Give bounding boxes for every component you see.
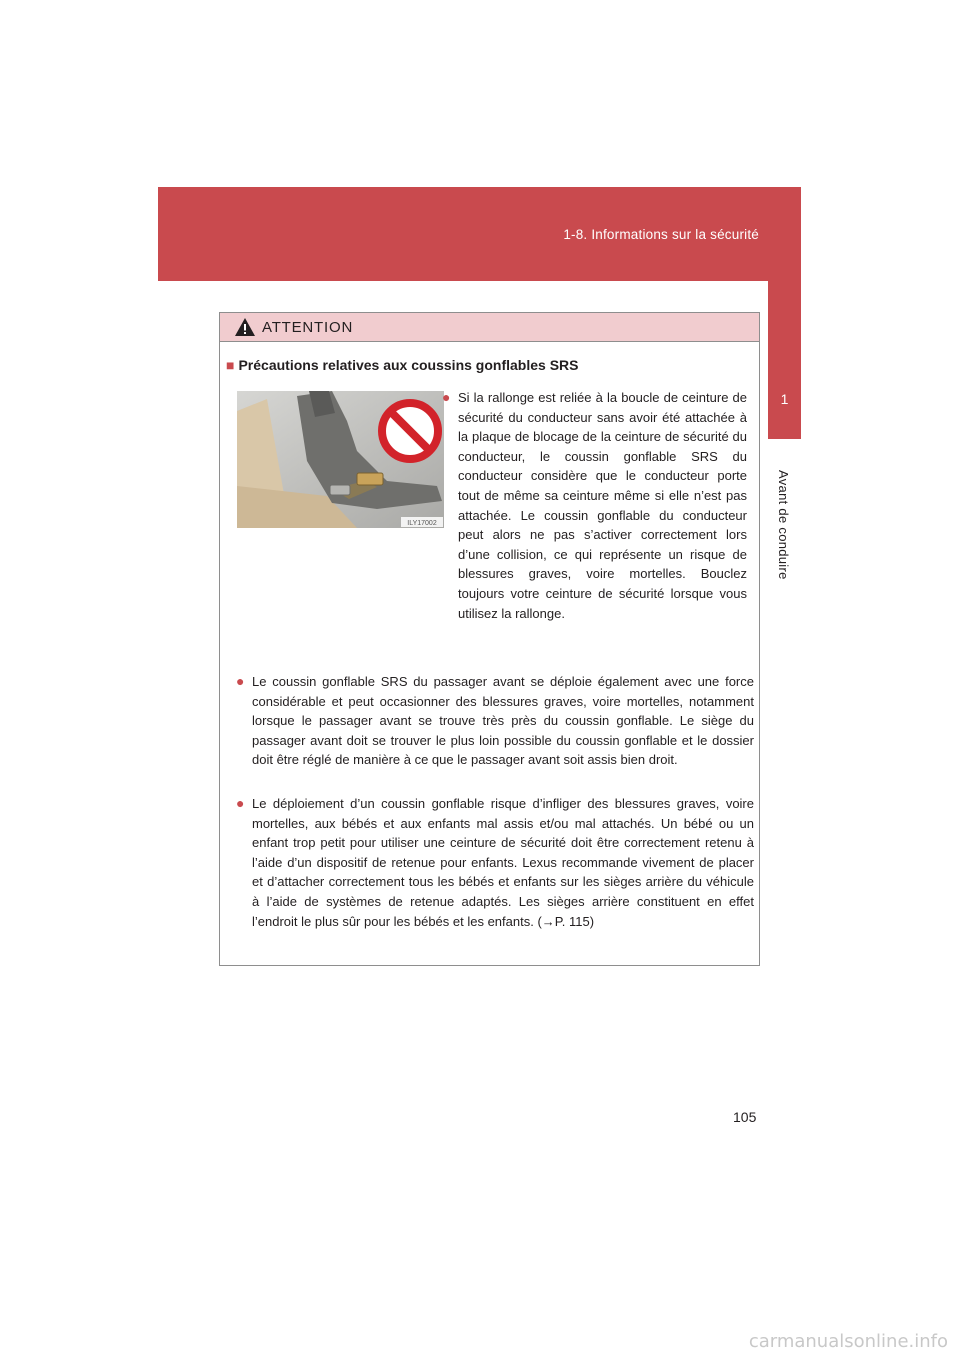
warning-header xyxy=(220,313,759,342)
header-band xyxy=(158,187,801,281)
chapter-tab xyxy=(768,281,801,439)
warning-title: ATTENTION xyxy=(262,318,354,336)
warning-triangle-icon xyxy=(234,317,256,337)
warning-box xyxy=(219,312,760,966)
seatbelt-extender-illustration xyxy=(237,391,444,528)
page-number: 105 xyxy=(733,1109,757,1125)
warning-subheading: ■ Précautions relatives aux coussins gonflables SRS xyxy=(226,357,579,373)
circle-bullet-icon: ● xyxy=(236,673,245,689)
chapter-number: 1 xyxy=(780,391,789,407)
square-bullet-icon: ■ xyxy=(226,357,235,373)
warning-paragraph-3: ● Le déploiement d’un coussin gonflable risque d’infliger des blessures graves, voire mortelles, aux bébés et aux enfants mal assis et/ou mal attachés. Un bébé ou un enfant trop petit pour utiliser une ceinture de sécurité doit être correctement retenu à l’aide d’un dispositif de retenue pour enfants. Lexus recommande vivement de placer et d’attacher correctement tous les bébés et enfants sur les sièges arrière du véhicule à l’aide de systèmes de retenue adaptés. Les sièges arrière constituent en effet l’endroit le plus sûr pour les bébés et les enfants. (→P. 115) xyxy=(236,795,754,929)
watermark-link[interactable]: carmanualsonline.info xyxy=(748,1331,948,1352)
warning-paragraph-2: ● Le coussin gonflable SRS du passager avant se déploie également avec une force considérable et peut occasionner des blessures graves, voire mortelles, notamment lorsque le passager avant se trouve très près du coussin gonflable. Le siège du passager avant doit se trouver le plus loin possible du coussin gonflable et le dossier doit être réglé de manière à ce que le passager avant soit assis bien droit. xyxy=(236,673,754,768)
warning-paragraph-1: ● Si la rallonge est reliée à la boucle de ceinture de sécurité du conducteur sans avoir été attachée à la plaque de blocage de la ceinture de sécurité du conducteur, le coussin gonflable SRS du conducteur considère que le conducteur porte tout de même sa ceinture même si elle n’est pas attachée. Le coussin gonflable du conducteur peut alors ne pas s’activer correctement lors d’une collision, ce qui représente un risque de blessures graves, voire mortelles. Bouclez toujours votre ceinture de sécurité lorsque vous utilisez la rallonge. xyxy=(442,389,747,621)
section-title: 1-8. Informations sur la sécurité xyxy=(563,227,759,242)
chapter-label: Avant de conduire xyxy=(776,470,791,580)
circle-bullet-icon: ● xyxy=(236,795,245,811)
circle-bullet-icon: ● xyxy=(442,389,451,405)
illustration-code: ILY17002 xyxy=(407,520,437,527)
